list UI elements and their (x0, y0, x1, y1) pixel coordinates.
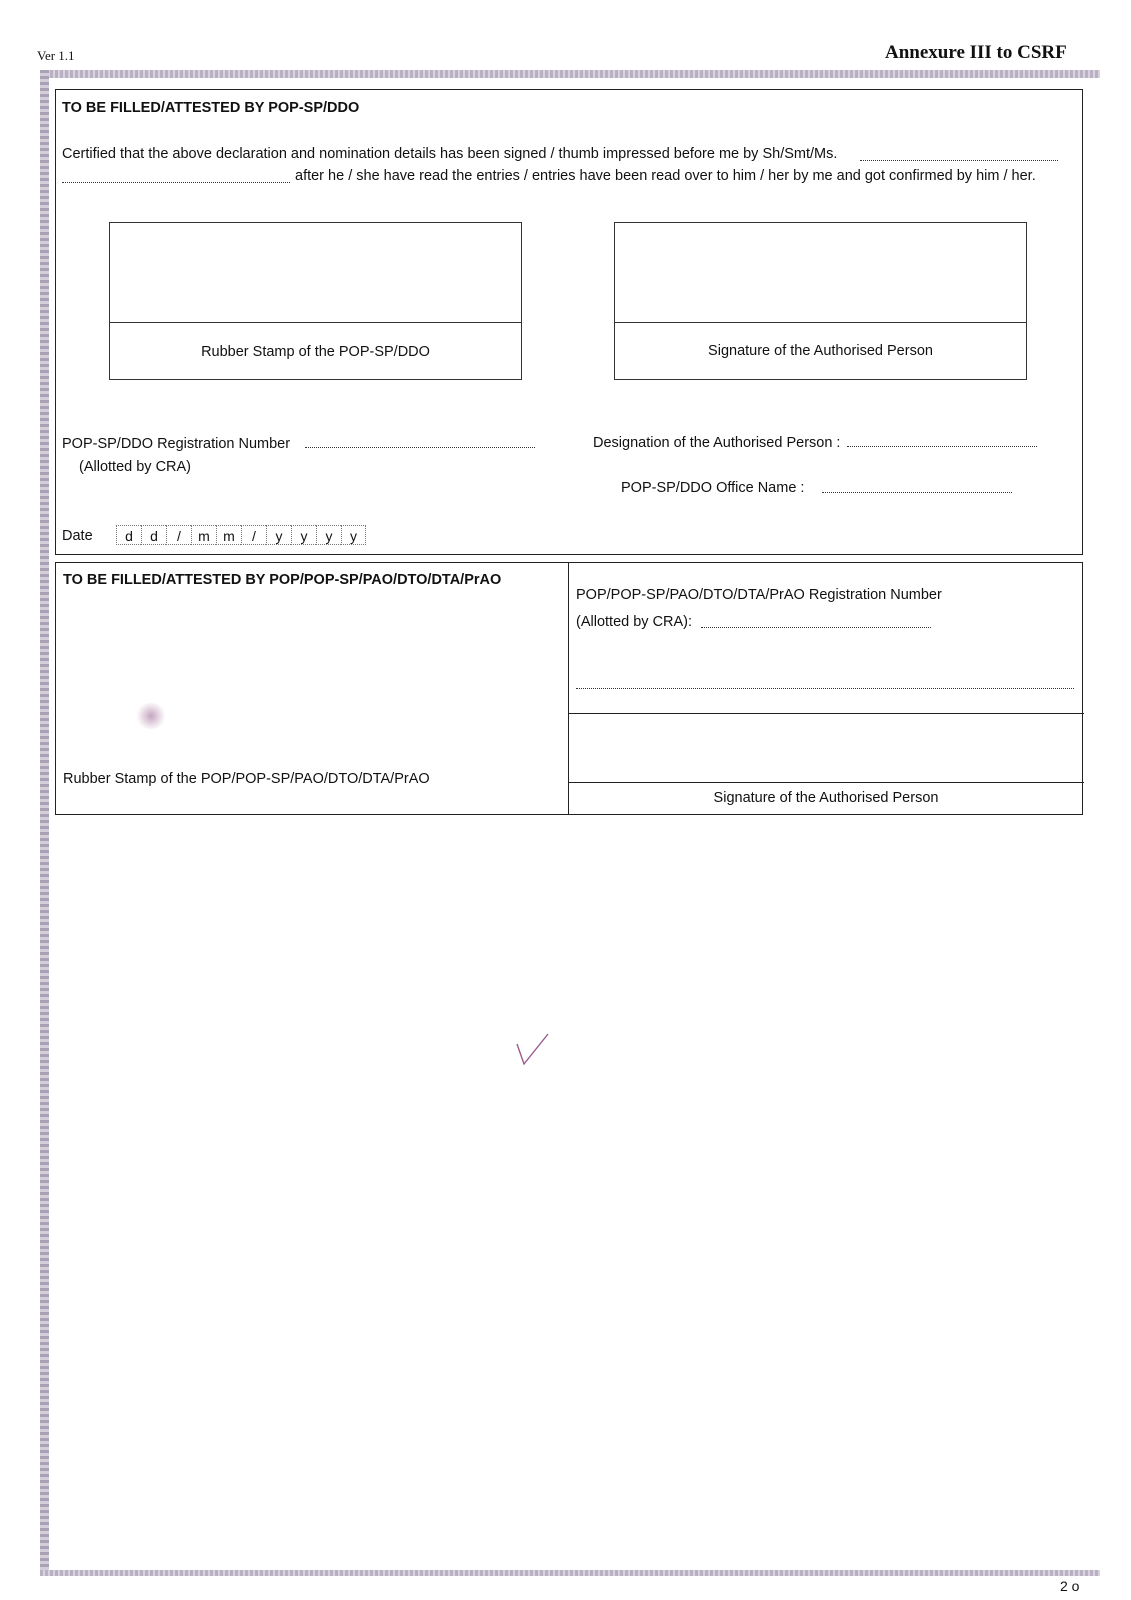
section2-registration-label: POP/POP-SP/PAO/DTO/DTA/PrAO Registration Number (576, 587, 942, 603)
certify-line-1: Certified that the above declaration and nomination details has been signed / thumb impressed before me by Sh/Smt/Ms. (62, 146, 838, 162)
page-number: 2 o (1060, 1578, 1080, 1594)
date-digit-month-2[interactable]: m (216, 525, 241, 545)
date-digit-day-1[interactable]: d (116, 525, 141, 545)
pen-tick-mark (508, 1030, 552, 1068)
section1-title: TO BE FILLED/ATTESTED BY POP-SP/DDO (62, 100, 360, 116)
date-digit-year-4[interactable]: y (341, 525, 366, 545)
rubber-stamp-box[interactable] (109, 222, 522, 380)
date-digit-year-1[interactable]: y (266, 525, 291, 545)
date-label: Date (62, 528, 93, 544)
signature-area-divider (568, 782, 1084, 783)
signature-label: Signature of the Authorised Person (708, 343, 933, 359)
date-separator-1: / (166, 525, 191, 545)
version-label: Ver 1.1 (37, 48, 75, 63)
designation-field[interactable] (847, 446, 1037, 447)
date-digit-month-1[interactable]: m (191, 525, 216, 545)
date-input[interactable] (116, 525, 366, 545)
designation-label: Designation of the Authorised Person : (593, 435, 841, 451)
page-border-left (40, 70, 49, 1575)
registration-label: POP-SP/DDO Registration Number (62, 436, 291, 452)
annexure-title: Annexure III to CSRF (885, 42, 1067, 63)
section2-signature-label: Signature of the Authorised Person (713, 790, 939, 806)
section-pop-pao (55, 562, 1083, 815)
section2-stamp-label: Rubber Stamp of the POP/POP-SP/PAO/DTO/DTA/PrAO (63, 771, 430, 787)
page-border-top (40, 70, 1100, 78)
section2-allotted-label: (Allotted by CRA): (576, 614, 693, 630)
office-name-label: POP-SP/DDO Office Name : (621, 480, 805, 496)
date-separator-2: / (241, 525, 266, 545)
signature-divider (615, 322, 1026, 323)
stamp-ink-smudge (136, 703, 166, 729)
section-pop-sp-ddo (55, 89, 1083, 555)
certify-line-2: after he / she have read the entries / entries have been read over to him / her by me and got confirmed by him / her. (295, 168, 1036, 184)
registration-number-field[interactable] (305, 447, 535, 448)
attestee-name-field[interactable] (860, 160, 1058, 161)
date-digit-year-3[interactable]: y (316, 525, 341, 545)
attestee-name-field-continued[interactable] (62, 182, 290, 183)
stamp-divider (110, 322, 521, 323)
page-border-bottom (40, 1570, 1100, 1576)
date-digit-day-2[interactable]: d (141, 525, 166, 545)
section2-title: TO BE FILLED/ATTESTED BY POP/POP-SP/PAO/DTO/DTA/PrAO (63, 572, 502, 588)
stamp-label: Rubber Stamp of the POP-SP/DDO (201, 344, 430, 360)
section2-signature-box[interactable] (569, 714, 1083, 781)
section2-extra-line[interactable] (576, 688, 1074, 689)
section2-registration-field[interactable] (701, 627, 931, 628)
date-digit-year-2[interactable]: y (291, 525, 316, 545)
allotted-by-cra-label: (Allotted by CRA) (79, 459, 192, 475)
signature-box[interactable] (614, 222, 1027, 380)
office-name-field[interactable] (822, 492, 1012, 493)
